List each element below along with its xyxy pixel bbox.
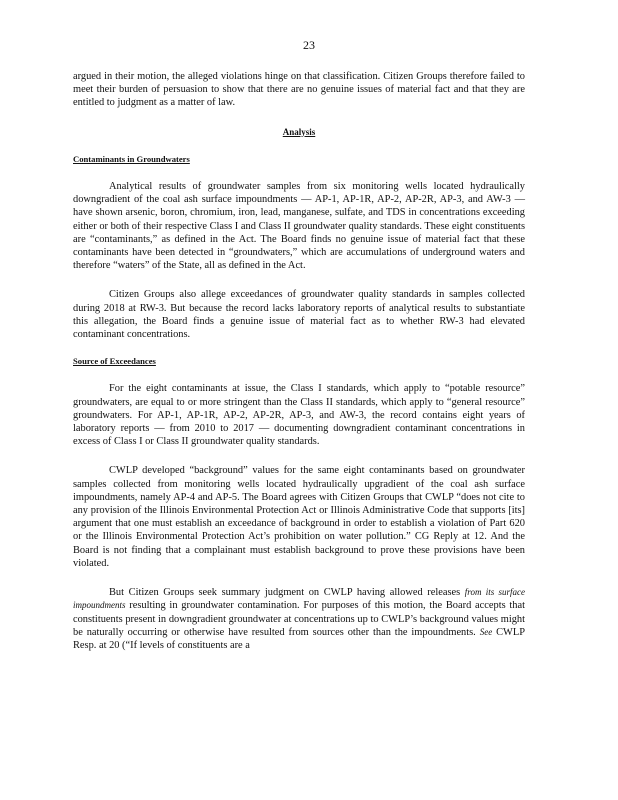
italic-phrase: from its surface impoundments bbox=[73, 587, 525, 611]
paragraph-text: But Citizen Groups seek summary judgment on CWLP having allowed releases bbox=[109, 587, 465, 599]
source-paragraph-3 bbox=[73, 586, 525, 652]
paragraph-text: resulting in groundwater contamination. For purposes of this motion, the Board accepts that constituents present in downgradient groundwater at concentrations up to CWLP’s background values might be naturally occurring or otherwise have resulted from sources other than the impoundments. bbox=[73, 600, 525, 638]
source-heading: Source of Exceedances bbox=[73, 356, 156, 367]
page-content bbox=[73, 70, 525, 652]
paragraph-text: CWLP Resp. at 20 (“If levels of constituents are a bbox=[73, 626, 525, 651]
contaminants-heading: Contaminants in Groundwaters bbox=[73, 153, 190, 164]
intro-paragraph: argued in their motion, the alleged violations hinge on that classification. Citizen Groups therefore failed to meet their burden of persuasion to show that there are no genuine issues of material fact and that they are entitled to judgment as a matter of law. bbox=[73, 71, 525, 109]
source-paragraph-1: For the eight contaminants at issue, the Class I standards, which apply to “potable resource” groundwaters, are equal to or more stringent than the Class II standards, which apply to “general resource” groundwaters. For AP-1, AP-1R, AP-2, AP-2R, AP-3, and AW-3, the record contains eight years of laboratory reports — from 2010 to 2017 — documenting downgradient contaminant concentrations in excess of Class I or Class II groundwater quality standards. bbox=[73, 383, 525, 448]
analysis-heading: Analysis bbox=[282, 126, 316, 137]
citation-signal: See bbox=[479, 626, 493, 637]
source-paragraph-2: CWLP developed “background” values for the same eight contaminants based on groundwater samples collected from monitoring wells located hydraulically upgradient of the coal ash surface impoundments, namely AP-4 and AP-5. The Board agrees with Citizen Groups that CWLP “does not cite to any provision of the Illinois Environmental Protection Act or Illinois Administrative Code that supports [its] argument that one must establish an exceedance of background in order to establish a violation of Part 620 or the Illinois Environmental Protection Act’s prohibition on water pollution.” CG Reply at 12. And the Board is not finding that a complainant must establish background to prove these provisions have been violated. bbox=[73, 465, 525, 569]
page-number: 23 bbox=[303, 38, 315, 52]
contaminants-paragraph-2: Citizen Groups also allege exceedances of groundwater quality standards in samples collected during 2018 at RW-3. But because the record lacks laboratory reports of analytical results to substantiate this allegation, the Board finds a genuine issue of material fact as to whether RW-3 had elevated contaminant concentrations. bbox=[73, 289, 525, 341]
contaminants-paragraph-1: Analytical results of groundwater samples from six monitoring wells located hydraulically downgradient of the coal ash surface impoundments — AP-1, AP-1R, AP-2, AP-2R, AP-3, and AW-3 — have shown arsenic, boron, chromium, iron, lead, manganese, sulfate, and TDS in concentrations exceeding either or both of their respective Class I and Class II groundwater quality standards. These eight constituents are “contaminants,” as defined in the Act. The Board finds no genuine issue of material fact that these contaminants have been detected in “groundwaters,” which are accumulations of underground waters and therefore “waters” of the State, all as defined in the Act. bbox=[73, 181, 525, 272]
